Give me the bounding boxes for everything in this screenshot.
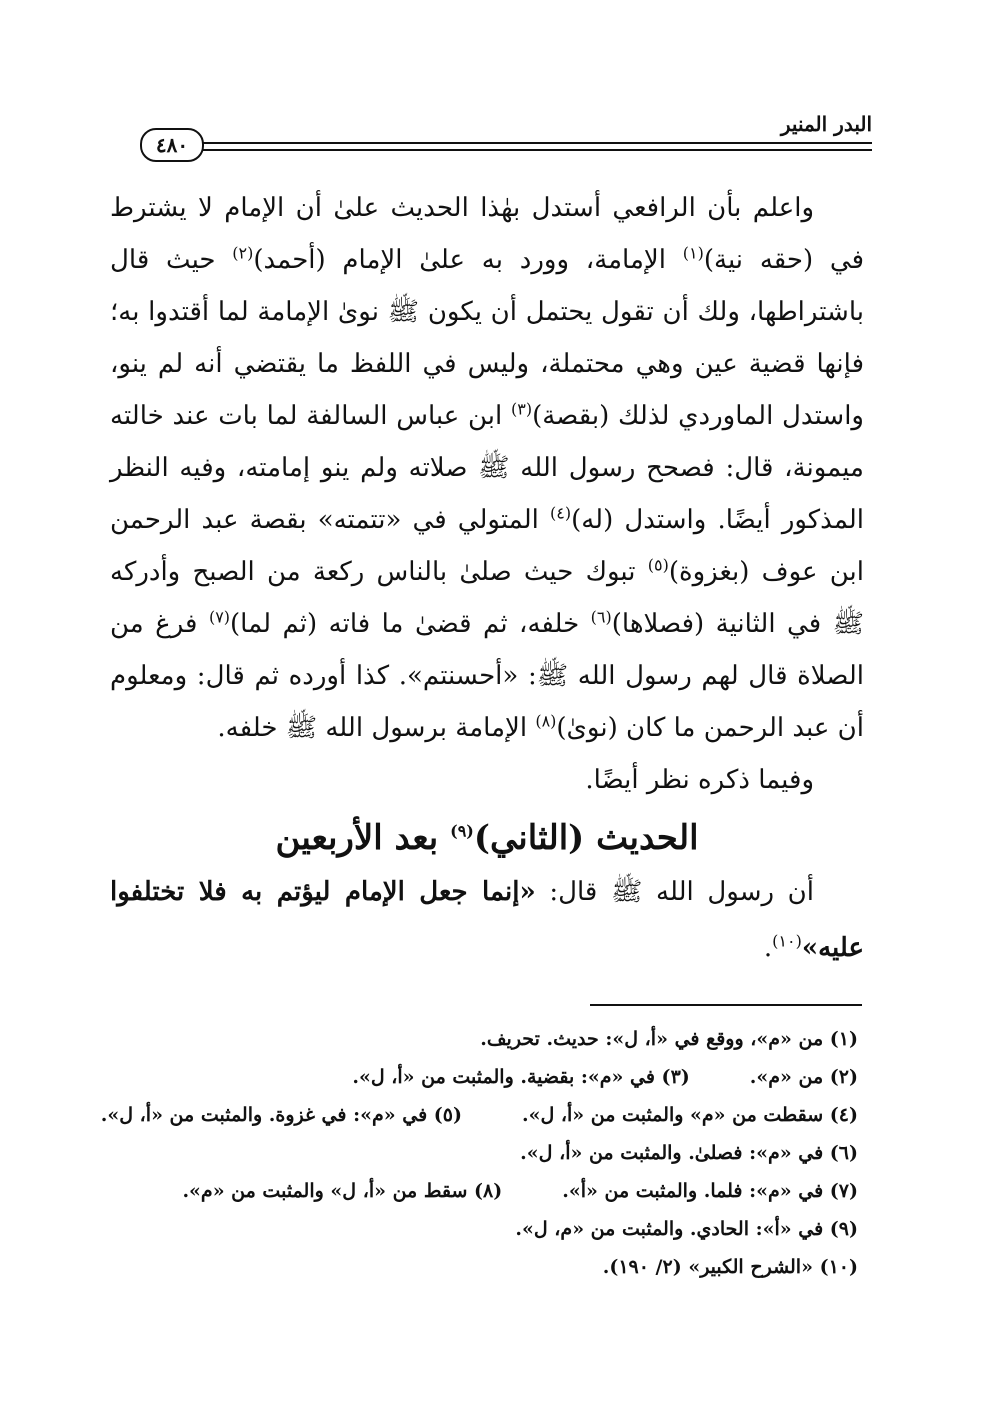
header-rule [198,149,872,151]
text-run: ابن عباس السالفة لما بات عند خالته ميمونة، قال: فصحح رسول الله ﷺ صلاته ولم ينو إمامته، وفيه النظر المذكور أيضًا. واستدل (له) [110,401,865,535]
text-run: واعلم بأن الرافعي أستدل بهٰذا الحديث علىٰ أن الإمام لا يشترط في (حقه نية) [110,193,865,275]
page-header [112,110,872,166]
footnote-ref: (٥) [647,555,669,575]
footnote-line [120,1248,864,1286]
paragraph [110,182,864,754]
footnote: (٨) سقط من «أ، ل» والمثبت من «م». [182,1180,503,1202]
footnote-line [120,1172,864,1210]
text-run: أن رسول الله ﷺ قال: [535,877,815,907]
hadith-text [110,864,864,976]
heading-text: الحديث (الثاني) [473,818,699,858]
text-run: المتولي في «تتمته» بقصة عبد الرحمن ابن عوف (بغزوة) [110,505,864,587]
text-run: . [763,933,773,963]
text-run: فرغ من الصلاة قال لهم رسول الله ﷺ: «أحسنتم». كذا أورده ثم قال: ومعلوم أن عبد الرحمن ما كان (نوىٰ) [110,609,865,743]
footnote-ref: (٩) [450,821,474,841]
footnote-line [120,1134,864,1172]
footnote-separator [590,1004,862,1006]
heading-text: بعد الأربعين [275,818,451,858]
footnote: (٣) في «م»: بقضية. والمثبت من «أ، ل». [352,1066,690,1088]
text-run: الإمامة، وورد به علىٰ الإمام (أحمد) [253,245,683,275]
text-run: الإمامة برسول الله ﷺ خلفه. [217,713,536,743]
text-run: حيث قال باشتراطها، ولك أن تقول يحتمل أن يكون ﷺ نوىٰ الإمامة لما أقتدوا به؛ فإنها قضية عين وهي محتملة، وليس في اللفظ ما يقتضي أنه لم ينو، واستدل الماوردي لذلك (بقصة) [110,245,864,431]
footnote: (٤) سقطت من «م» والمثبت من «أ، ل». [521,1104,858,1126]
header-rule [198,142,872,144]
footnote: (١٠) «الشرح الكبير» (٢/ ١٩٠). [602,1256,858,1278]
footnote-ref: (٣) [511,399,533,419]
footnote: (٧) في «م»: فلما. والمثبت من «أ». [562,1180,858,1202]
footnote-line [100,1096,864,1134]
footnote-line [120,1020,864,1058]
paragraph: وفيما ذكره نظر أيضًا. [585,765,814,795]
footnote: (٥) في «م»: في غزوة. والمثبت من «أ، ل». [100,1104,462,1126]
footnote-line [120,1058,864,1096]
footnote: (٢) من «م». [749,1066,858,1088]
footnote: (٦) في «م»: فصلىٰ. والمثبت من «أ، ل». [520,1142,858,1164]
text-run: خلفه، ثم قضىٰ ما فاته (ثم لما) [230,609,591,639]
text-run: تبوك حيث صلىٰ بالناس ركعة من الصبح وأدركه ﷺ في الثانية (فصلاها) [110,557,864,639]
main-text [110,182,864,806]
footnote-ref: (٨) [535,711,557,731]
footnote-ref: (١) [682,243,704,263]
footnote-ref: (٦) [590,607,612,627]
paragraph [110,864,864,976]
footnotes [100,1020,864,1286]
page-number: ٤٨٠ [140,128,204,162]
running-title: البدر المنير [780,112,872,136]
footnote-ref: (٤) [550,503,572,523]
footnote-ref: (٧) [208,607,231,627]
footnote: (١) من «م»، ووقع في «أ، ل»: حديث. تحريف. [480,1028,858,1050]
section-heading [110,808,864,868]
footnote-ref: (٢) [232,243,254,263]
hadith-quote: «إنما جعل الإمام ليؤتم به فلا تختلفوا عليه» [110,877,864,963]
footnote-ref: (١٠) [772,931,802,951]
footnote-line [120,1210,864,1248]
footnote: (٩) في «أ»: الحادي. والمثبت من «م، ل». [515,1218,858,1240]
